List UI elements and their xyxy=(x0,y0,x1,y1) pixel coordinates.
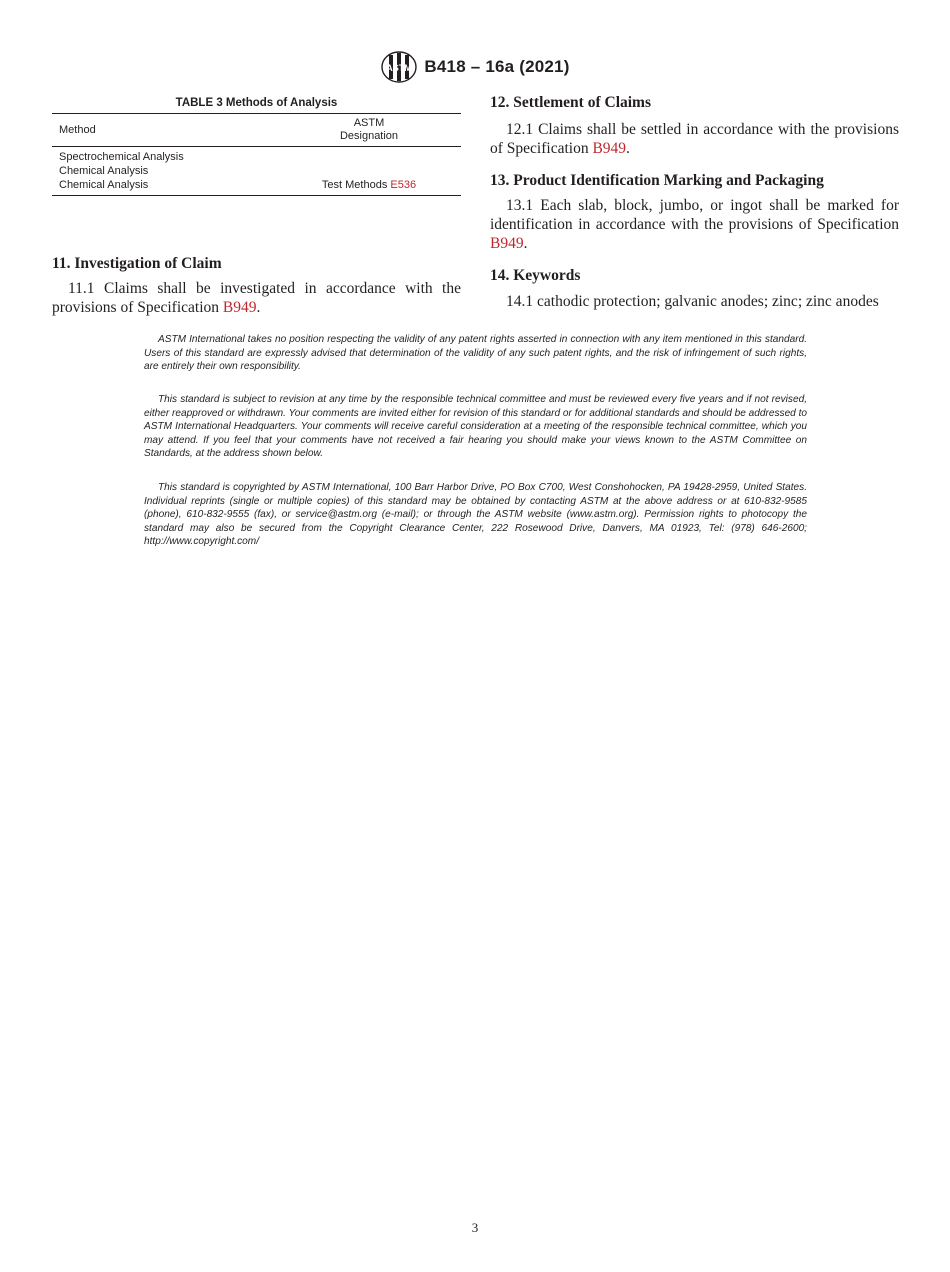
e536-link[interactable]: E536 xyxy=(390,179,417,191)
section-12-1-end: . xyxy=(626,140,630,157)
col-designation-header xyxy=(277,114,461,147)
revision-notice: This standard is subject to revision at any time by the responsible technical committee and must be reviewed every five years and if not revised, either reapproved or withdrawn. Your comments are invited either for revision of this standard or for additional standards and should be addressed to ASTM International Headquarters. Your comments will receive careful consideration at a meeting of the responsible technical committee, which you may attend. If you feel that your comments have not received a fair hearing you should make your views known to the ASTM Committee on Standards, at the address shown below. xyxy=(144,394,808,459)
table-row xyxy=(52,147,461,165)
col-designation-header-line1: ASTM xyxy=(353,117,385,129)
page-header xyxy=(0,50,950,84)
designation-cell xyxy=(277,178,461,196)
section-11-heading: 11. Investigation of Claim xyxy=(52,255,222,272)
col-designation-header-line2: Designation xyxy=(339,130,399,142)
section-12-1-text: 12.1 Claims shall be settled in accordance with the provisions of Specification xyxy=(490,121,899,157)
method-cell: Chemical Analysis xyxy=(59,165,149,177)
page-number: 3 xyxy=(471,1220,479,1235)
table-row xyxy=(52,178,461,196)
section-11-1-end: . xyxy=(256,299,261,316)
right-column xyxy=(490,93,899,311)
section-13-1-paragraph xyxy=(490,196,899,253)
patent-notice: ASTM International takes no position respecting the validity of any patent rights asserted in connection with any item mentioned in this standard. Users of this standard are expressly advised that determination of the validity of any such patent rights, and the risk of infringement of such rights, are entirely their own responsibility. xyxy=(144,334,807,372)
section-14-heading: 14. Keywords xyxy=(490,267,581,284)
section-12-heading: 12. Settlement of Claims xyxy=(490,94,651,111)
section-11-1-paragraph xyxy=(52,279,461,317)
table-title: TABLE 3 Methods of Analysis xyxy=(175,97,338,109)
methods-table xyxy=(52,113,461,196)
table-row xyxy=(52,164,461,178)
b949-link[interactable]: B949 xyxy=(592,140,627,157)
designation-cell xyxy=(277,164,461,178)
section-13-heading: 13. Product Identification Marking and Packaging xyxy=(490,172,824,189)
section-11-1-text: 11.1 Claims shall be investigated in accordance with the provisions of Specification xyxy=(52,280,461,316)
standard-designation: B418 – 16a (2021) xyxy=(424,57,570,76)
b949-link[interactable]: B949 xyxy=(490,235,524,252)
left-column xyxy=(52,93,461,317)
designation-prefix: Test Methods xyxy=(321,179,391,191)
designation-cell xyxy=(277,147,461,165)
method-cell: Spectrochemical Analysis xyxy=(59,151,184,163)
section-12-1-paragraph xyxy=(490,120,899,158)
table-header-row xyxy=(52,114,461,147)
section-13-1-end: . xyxy=(523,235,528,252)
method-cell: Chemical Analysis xyxy=(59,179,149,191)
b949-link[interactable]: B949 xyxy=(222,299,257,316)
col-method-header: Method xyxy=(59,123,96,136)
copyright-notice: This standard is copyrighted by ASTM International, 100 Barr Harbor Drive, PO Box C700, West Conshohocken, PA 19428-2959, United States. Individual reprints (single or multiple copies) of this standard may be obtained by contacting ASTM at the above address or at 610-832-9585 (phone), 610-832-9555 (fax), or service@astm.org (e-mail); or through the ASTM website (www.astm.org). Permission rights to photocopy the standard may also be secured from the Copyright Clearance Center, 222 Rosewood Drive, Danvers, MA 01923, Tel: (978) 646-2600; http://www.copyright.com/ xyxy=(144,482,807,547)
section-14-1-paragraph: 14.1 cathodic protection; galvanic anodes; zinc; zinc anodes xyxy=(506,293,879,310)
astm-logo-icon xyxy=(380,50,418,84)
section-13-1-text: 13.1 Each slab, block, jumbo, or ingot shall be marked for identification in accordance with the provisions of Specification xyxy=(490,197,899,233)
logo-text: ASTM xyxy=(386,63,413,73)
